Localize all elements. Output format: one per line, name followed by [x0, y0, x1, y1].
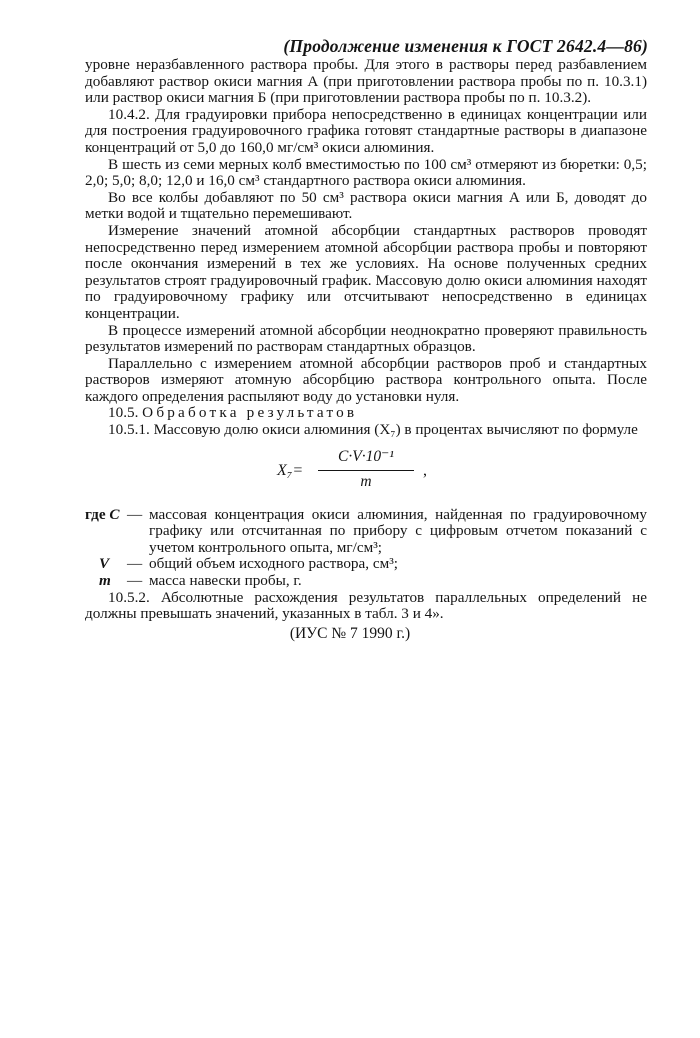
section-title: Обработка результатов [142, 404, 358, 422]
paragraph: В шесть из семи мерных колб вместимостью по 100 см³ отмеряют из бюретки: 0,5; 2,0; 5,0; 8,0; 12,0 и 16,0 см³ стандартного раствора окиси алюминия. [85, 155, 647, 190]
formula-numerator: C·V·10⁻¹ [338, 447, 394, 465]
publication-reference: (ИУС № 7 1990 г.) [289, 625, 411, 642]
definition-prefix: где [85, 505, 106, 523]
definition-variable: C [109, 505, 120, 523]
definition-dash: — [127, 505, 143, 523]
paragraph: уровне неразбавленного раствора пробы. Для этого в растворы перед разбавлением добавляют раствор окиси магния А (при приготовлении раствора пробы по п. 10.3.1) или раствор окиси магния Б (при приготовлении раствора пробы по п. 10.3.2). [85, 56, 647, 107]
formula-lhs: X₇= [277, 461, 304, 479]
definition-symbol: m [99, 572, 111, 590]
paragraph: 10.5.1. Массовую долю окиси алюминия (X₇) в процентах вычисляют по формуле [108, 421, 638, 439]
paragraph: 10.5.2. Абсолютные расхождения результатов параллельных определений не должны превышать значений, указанных в табл. 3 и 4». [85, 588, 647, 623]
section-number: 10.5. [108, 404, 139, 422]
definition-text: общий объем исходного раствора, см³; [149, 555, 398, 573]
definition-dash: — [127, 555, 143, 573]
paragraph: Измерение значений атомной абсорбции стандартных растворов проводят непосредственно перед измерением атомной абсорбции раствора пробы и повторяют после окончания измерений в тех же условиях. На основе полученных средних результатов строят градуировочный график. Массовую долю окиси алюминия находят по градуировочному графику или отсчитывают непосредственно в единицах концентрации. [85, 221, 647, 322]
definition-row [85, 507, 647, 557]
section-heading [85, 405, 647, 422]
definition-text: массовая концентрация окиси алюминия, найденная по градуировочному графику или отсчитанная по прибору с цифровым отчетом показаний с учетом контрольного опыта, мг/см³; [149, 505, 647, 556]
formula-denominator: m [360, 472, 372, 490]
definition-row [85, 573, 647, 590]
formula [85, 445, 647, 503]
definition-dash: — [127, 572, 143, 590]
paragraph: В процессе измерений атомной абсорбции неоднократно проверяют правильность результатов измерений по растворам стандартных образцов. [85, 321, 647, 356]
fraction-bar [318, 470, 414, 471]
definition-text: масса навески пробы, г. [149, 572, 302, 590]
formula-fraction [318, 449, 414, 491]
paragraph: Параллельно с измерением атомной абсорбции растворов проб и стандартных растворов измеряют атомную абсорбцию раствора контрольного опыта. После каждого определения распыляют воду до установки нуля. [85, 354, 647, 405]
definitions-list [85, 507, 647, 590]
definition-symbol [85, 507, 127, 524]
definition-symbol: V [99, 555, 110, 573]
paragraph: Во все колбы добавляют по 50 см³ раствора окиси магния А или Б, доводят до метки водой и тщательно перемешивают. [85, 188, 647, 223]
paragraph: 10.4.2. Для градуировки прибора непосредственно в единицах концентрации или для построения градуировочного графика готовят стандартные растворы в диапазоне концентраций от 5,0 до 160,0 мг/см³ окиси алюминия. [85, 105, 647, 156]
document-body [85, 57, 647, 623]
definition-row [85, 556, 647, 573]
formula-comma: , [423, 461, 427, 479]
page-header: (Продолжение изменения к ГОСТ 2642.4—86) [283, 36, 648, 56]
